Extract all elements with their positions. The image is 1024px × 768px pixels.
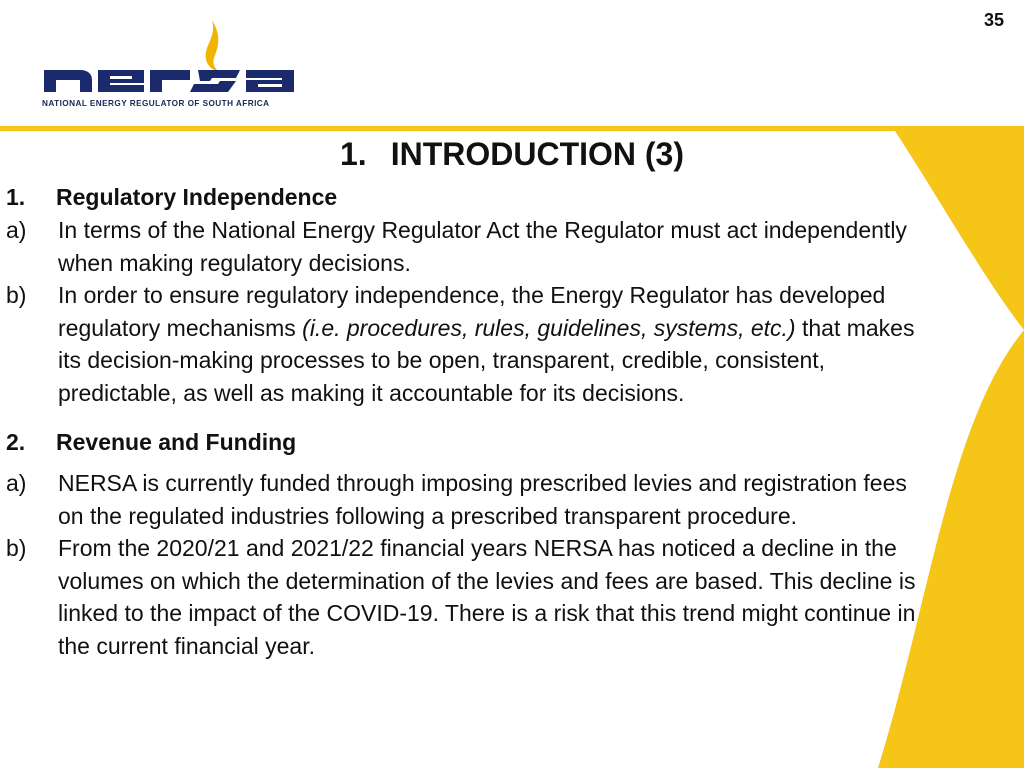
logo-tagline: NATIONAL ENERGY REGULATOR OF SOUTH AFRICA — [42, 99, 270, 108]
list-item-text: NERSA is currently funded through imposing prescribed levies and registration fees on the regulated industries following a prescribed transparent procedure. — [58, 470, 907, 529]
section-heading-text: Regulatory Independence — [56, 183, 338, 210]
list-item-text: From the 2020/21 and 2021/22 financial years NERSA has noticed a decline in the volumes on which the determination of the levies and fees are based. This decline is linked to the impact of the COVID-19. There is a risk that this trend might continue in the current financial year. — [58, 535, 916, 659]
list-item — [6, 467, 936, 532]
slide-title — [0, 136, 1024, 173]
nersa-logo-mark — [40, 18, 305, 98]
section-heading-text: Revenue and Funding — [56, 428, 297, 455]
section-heading — [6, 180, 936, 214]
section-number: 2. — [6, 428, 26, 455]
list-item — [6, 214, 936, 279]
slide-number: 35 — [983, 10, 1004, 30]
list-item-text-start: In order to ensure regulatory independence, the Energy Regulator has developed regulatory mechanisms — [58, 282, 886, 341]
section-regulatory-independence — [6, 180, 936, 409]
section-revenue-and-funding — [6, 425, 936, 662]
slide-title-text: INTRODUCTION (3) — [390, 136, 684, 172]
section-number: 1. — [6, 183, 26, 210]
list-item-text-end: that makes its decision-making processes to be open, transparent, credible, consistent, predictable, as well as making it accountable for its decisions. — [58, 314, 915, 406]
nersa-logo — [40, 18, 305, 113]
list-item — [6, 532, 936, 662]
list-item-text — [58, 279, 936, 409]
list-item-label: a) — [6, 217, 27, 243]
list-item-label: b) — [6, 535, 27, 561]
slide-content — [6, 180, 936, 662]
list-item-text-italic: (i.e. procedures, rules, guidelines, systems, etc.) — [302, 314, 796, 341]
list-item-label: b) — [6, 282, 27, 308]
list-item-label: a) — [6, 470, 27, 496]
section-heading — [6, 425, 936, 459]
list-item — [6, 279, 936, 409]
slide-title-number: 1. — [340, 136, 367, 172]
list-item-text: In terms of the National Energy Regulator Act the Regulator must act independently when making regulatory decisions. — [58, 217, 907, 276]
